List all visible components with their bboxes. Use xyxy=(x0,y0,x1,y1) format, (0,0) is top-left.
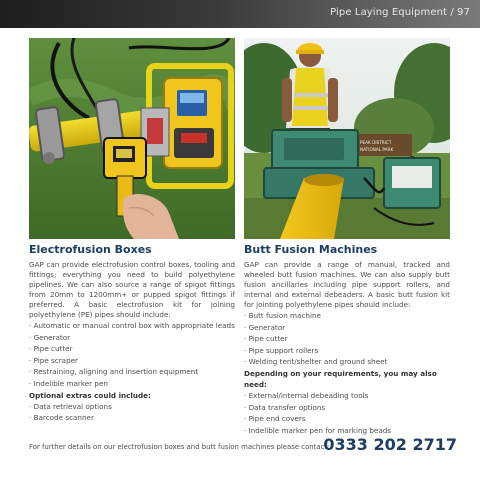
contact-footer xyxy=(29,436,459,456)
list-item: · External/internal debeading tools xyxy=(244,390,450,402)
electrofusion-extras-list xyxy=(29,401,235,424)
list-item: · Barcode scanner xyxy=(29,412,235,424)
list-item: · Data retrieval options xyxy=(29,401,235,413)
svg-text:NATIONAL PARK: NATIONAL PARK xyxy=(360,147,394,152)
electrofusion-heading: Electrofusion Boxes xyxy=(29,243,152,256)
contact-phone-number: 0333 202 2717 xyxy=(323,435,457,454)
list-item: · Pipe cutter xyxy=(244,333,450,345)
header-title: Pipe Laying Equipment / 97 xyxy=(330,7,470,18)
electrofusion-kit-list xyxy=(29,320,235,390)
list-item: · Pipe end covers xyxy=(244,413,450,425)
list-item: · Generator xyxy=(29,332,235,344)
electrofusion-section xyxy=(29,243,235,424)
list-item: · Pipe scraper xyxy=(29,355,235,367)
svg-text:PEAK DISTRICT: PEAK DISTRICT xyxy=(360,140,392,145)
list-item: · Butt fusion machine xyxy=(244,310,450,322)
electrofusion-photo xyxy=(29,38,235,239)
electrofusion-extras-heading: Optional extras could include: xyxy=(29,390,151,400)
butt-fusion-extras-list xyxy=(244,390,450,436)
list-item: · Pipe support rollers xyxy=(244,345,450,357)
list-item: · Restraining, aligning and insertion equipment xyxy=(29,366,235,378)
list-item: · Generator xyxy=(244,322,450,334)
butt-fusion-photo xyxy=(244,38,450,239)
butt-fusion-kit-list xyxy=(244,310,450,368)
list-item: · Data transfer options xyxy=(244,402,450,414)
butt-fusion-heading: Butt Fusion Machines xyxy=(244,243,378,256)
page-header xyxy=(0,0,480,28)
list-item: · Welding tent/shelter and ground sheet xyxy=(244,356,450,368)
butt-fusion-extras-heading: Depending on your requirements, you may also need: xyxy=(244,368,437,389)
list-item: · Pipe cutter xyxy=(29,343,235,355)
list-item: · Indelible marker pen xyxy=(29,378,235,390)
butt-fusion-section xyxy=(244,243,450,436)
contact-text: For further details on our electrofusion boxes and butt fusion machines please contact: xyxy=(29,443,330,451)
list-item: · Indelible marker pen for marking beads xyxy=(244,425,450,437)
butt-fusion-intro: GAP can provide a range of manual, tracked and wheeled butt fusion machines. We can also supply butt fusion ancillaries including pipe support rollers, and internal and external debeaders. A basic butt fusion kit for jointing polyethylene pipes should include: xyxy=(244,260,450,309)
electrofusion-intro: GAP can provide electrofusion control boxes, tooling and fittings; everything you need to build polyethylene pipelines. We can also source a range of spigot fittings from 20mm to 1200mm+ or pupped spigot fittings if preferred. A basic electrofusion kit for joining polyethylene (PE) pipes should include: xyxy=(29,260,235,319)
list-item: · Automatic or manual control box with appropriate leads xyxy=(29,320,235,332)
